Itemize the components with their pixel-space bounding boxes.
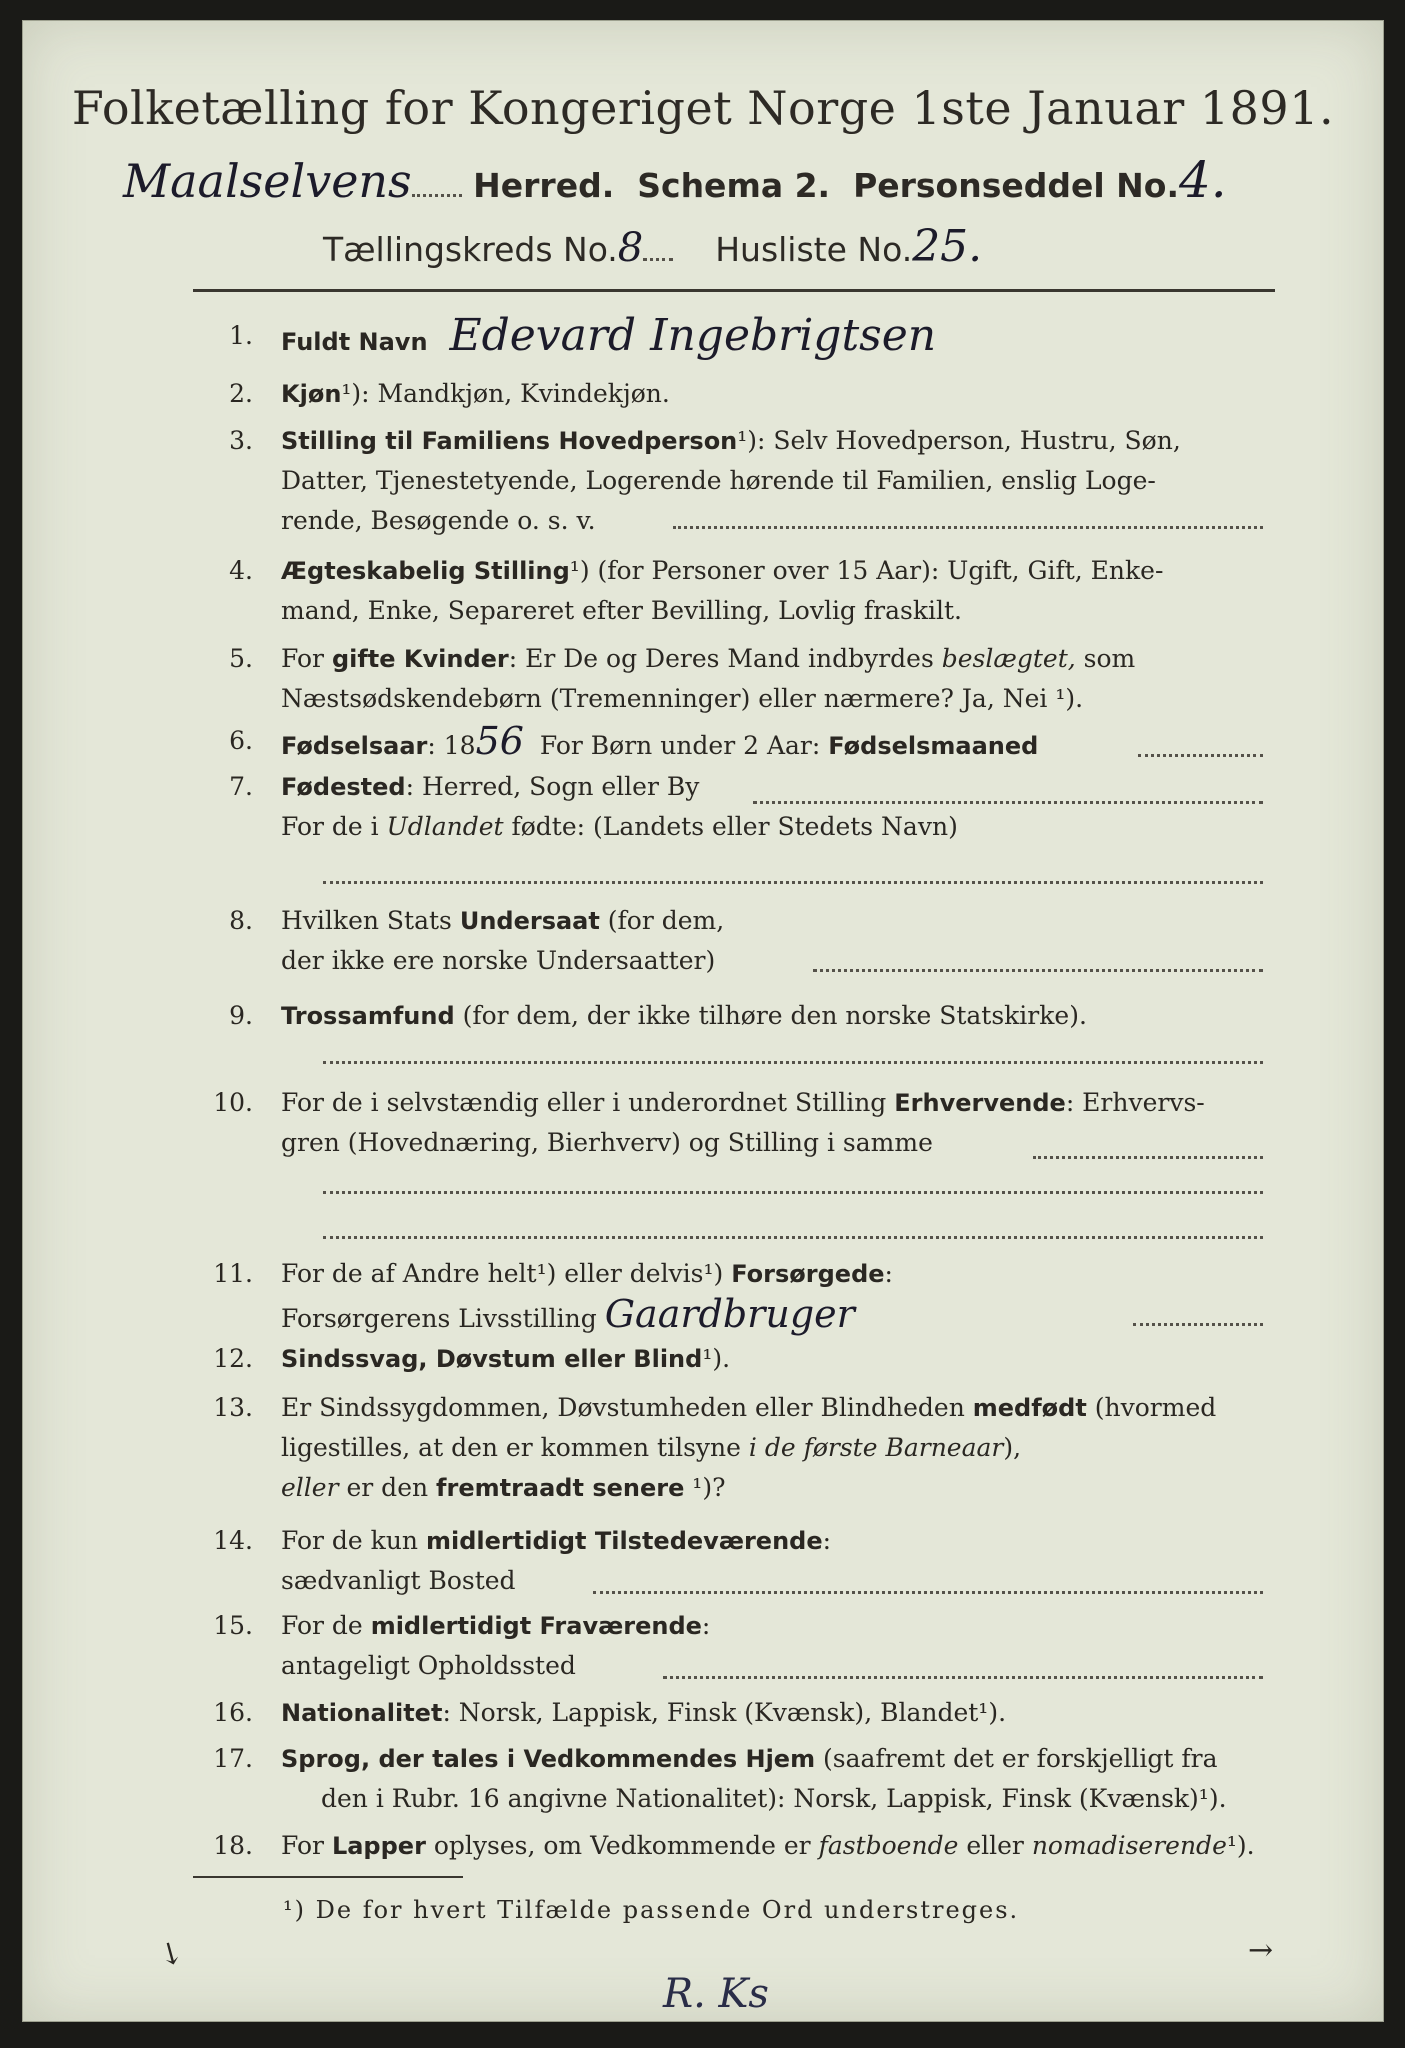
item-pre: For [281, 1831, 324, 1860]
item-text-line3b: ¹)? [684, 1473, 726, 1502]
footnote: ¹) De for hvert Tilfælde passende Ord understreges. [283, 1896, 1020, 1924]
husliste-value: 25. [912, 221, 983, 272]
item-post2: ¹). [1226, 1831, 1255, 1860]
fill-line [1033, 1156, 1263, 1159]
fill-line [813, 969, 1263, 972]
item-text: (for dem, der ikke tilhøre den norske Statskirke). [454, 1001, 1087, 1030]
item-italic: eller [281, 1473, 339, 1502]
name-value: Edevard Ingebrigtsen [449, 310, 937, 361]
item-label: gifte Kvinder [331, 645, 509, 673]
item-post: eller [958, 1831, 1032, 1860]
item-text: : [822, 1526, 832, 1555]
item-text-line2b: ), [1003, 1433, 1022, 1462]
kreds-row [323, 221, 982, 272]
item-italic2: nomadiserende [1031, 1831, 1227, 1860]
header-rule [193, 289, 1275, 292]
item-number: 6. [229, 726, 253, 755]
kreds-label: Tællingskreds No. [323, 230, 618, 269]
item-text-line2: mand, Enke, Separeret efter Bevilling, Lovlig fraskilt. [281, 596, 962, 625]
item-text-line2: sædvanligt Bosted [281, 1566, 516, 1595]
pencil-mark-right: → [1248, 1933, 1274, 1968]
herred-value: Maalselvens [123, 154, 412, 208]
fill-line [1133, 1323, 1263, 1326]
item-number: 15. [213, 1611, 253, 1640]
item-label: Fødselsaar [281, 732, 428, 760]
personseddel-label: Personseddel No. [853, 166, 1179, 205]
item-post: som [1075, 644, 1136, 673]
fill-line [323, 1236, 1263, 1239]
item-label2: Fødselsmaaned [828, 732, 1039, 760]
item-number: 18. [213, 1831, 253, 1860]
item-pre: For [281, 644, 324, 673]
item-number: 5. [229, 644, 253, 673]
item-number: 10. [213, 1088, 253, 1117]
item-number: 13. [213, 1393, 253, 1422]
item-text-line2: Forsørgerens Livsstilling [281, 1304, 597, 1333]
item-label: Fuldt Navn [281, 328, 428, 356]
item-number: 16. [213, 1698, 253, 1727]
item-label: medfødt [972, 1394, 1087, 1422]
item-pre: Er Sindssygdommen, Døvstumheden eller Blindheden [281, 1393, 965, 1422]
item-text: (hvormed [1086, 1393, 1217, 1422]
census-form-sheet [22, 20, 1384, 2022]
item-text: : Erhvervs- [1065, 1088, 1205, 1117]
item-text-line2: For de i [281, 812, 387, 841]
item-label: Ægteskabelig Stilling [281, 557, 570, 585]
item-label: Kjøn [281, 380, 342, 408]
item-text: (for dem, [599, 906, 725, 935]
item-label: Forsørgede [731, 1260, 885, 1288]
item-label: Undersaat [459, 907, 600, 935]
fill-line [593, 1591, 1263, 1594]
herred-label: Herred. [473, 166, 615, 205]
fill-line [663, 1676, 1263, 1679]
item-label: Trossamfund [281, 1002, 455, 1030]
item-text-line3: rende, Besøgende o. s. v. [281, 506, 596, 535]
item-text-line2: Næstsødskendebørn (Tremenninger) eller nærmere? Ja, Nei ¹). [281, 684, 1084, 713]
fill-line [323, 881, 1263, 884]
item-pre: For de af Andre helt¹) eller delvis¹) [281, 1259, 724, 1288]
item-text: ¹): Selv Hovedperson, Hustru, Søn, [737, 426, 1181, 455]
item-label: midlertidigt Tilstedeværende [425, 1527, 823, 1555]
personseddel-value: 4. [1179, 151, 1227, 209]
item-number: 11. [213, 1259, 253, 1288]
kreds-value: 8 [617, 225, 644, 271]
schema-label: Schema 2. [637, 166, 831, 205]
item-label: Nationalitet [281, 1699, 443, 1727]
item-text: : [884, 1259, 893, 1288]
herred-row [123, 151, 1227, 209]
item-number: 14. [213, 1526, 253, 1555]
occupation-value: Gaardbruger [604, 1292, 855, 1336]
item-italic: fastboende [818, 1831, 959, 1860]
item-text: : Er De og Deres Mand indbyrdes [508, 644, 934, 673]
item-number: 3. [229, 426, 253, 455]
birth-year-value: 56 [475, 719, 524, 763]
item-text: ¹) (for Personer over 15 Aar): Ugift, Gift, Enke- [569, 556, 1164, 585]
item-label: Stilling til Familiens Hovedperson [281, 427, 738, 455]
item-text: (saafremt det er forskjelligt fra [815, 1744, 1218, 1773]
item-number: 12. [213, 1344, 253, 1373]
item-text-line2b: fødte: (Landets eller Stedets Navn) [503, 812, 958, 841]
item-text: ¹): Mandkjøn, Kvindekjøn. [341, 379, 670, 408]
item-number: 9. [229, 1001, 253, 1030]
pencil-mark-left: ↘ [150, 1932, 191, 1975]
fill-line [753, 801, 1263, 804]
item-label: Fødested [281, 773, 406, 801]
item-pre: For de i selvstændig eller i underordnet Stilling [281, 1088, 887, 1117]
item-number: 2. [229, 379, 253, 408]
item-text-line2: gren (Hovednæring, Bierhverv) og Stilling i samme [281, 1128, 933, 1157]
item-text-line2: den i Rubr. 16 angivne Nationalitet): Norsk, Lappisk, Finsk (Kvænsk)¹). [321, 1784, 1227, 1813]
item-text: : Norsk, Lappisk, Finsk (Kvænsk), Blandet¹). [442, 1698, 1007, 1727]
item-text: : 18 [427, 731, 476, 760]
item-number: 17. [213, 1744, 253, 1773]
fill-line [673, 526, 1263, 529]
fill-line [1138, 754, 1263, 757]
item-number: 1. [229, 321, 253, 350]
item-italic: Udlandet [386, 812, 504, 841]
item-italic: beslægtet, [941, 644, 1076, 673]
item-pre: Hvilken Stats [281, 906, 452, 935]
husliste-label: Husliste No. [715, 230, 913, 269]
item-pre: For de kun [281, 1526, 419, 1555]
item-text-line2: ligestilles, at den er kommen tilsyne [281, 1433, 749, 1462]
item-italic: i de første Barneaar [748, 1433, 1004, 1462]
item-text-line3: er den [338, 1473, 437, 1502]
item-label: Erhvervende [894, 1089, 1066, 1117]
item-text-line2: der ikke ere norske Undersaatter) [281, 946, 716, 975]
item-label: midlertidigt Fraværende [370, 1612, 702, 1640]
item-label: fremtraadt senere [436, 1474, 685, 1502]
item-label: Lapper [331, 1832, 426, 1860]
form-title: Folketælling for Kongeriget Norge 1ste Januar 1891. [71, 81, 1335, 135]
item-text-line2: Datter, Tjenestetyende, Logerende hørende til Familien, enslig Loge- [281, 466, 1156, 495]
item-text: : Herred, Sogn eller By [405, 772, 700, 801]
item-number: 7. [229, 772, 253, 801]
footnote-rule [193, 1876, 463, 1878]
item-number: 8. [229, 906, 253, 935]
item-text: oplyses, om Vedkommende er [425, 1831, 819, 1860]
item-mid: For Børn under 2 Aar: [539, 731, 821, 760]
item-label: Sprog, der tales i Vedkommendes Hjem [281, 1745, 816, 1773]
item-text-line2: antageligt Opholdssted [281, 1651, 576, 1680]
fill-line [323, 1191, 1263, 1194]
item-number: 4. [229, 556, 253, 585]
item-label: Sindssvag, Døvstum eller Blind [281, 1345, 703, 1373]
item-text: : [701, 1611, 711, 1640]
item-pre: For de [281, 1611, 363, 1640]
item-text: ¹). [702, 1344, 731, 1373]
signature: R. Ks [663, 1971, 769, 2017]
fill-line [323, 1061, 1263, 1064]
